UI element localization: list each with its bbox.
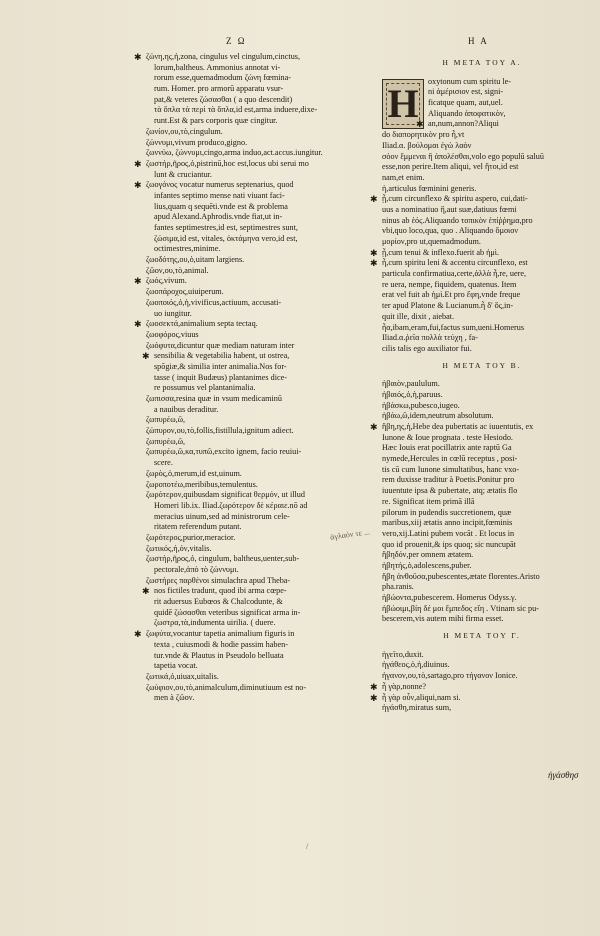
entry-line — [146, 73, 376, 84]
entry-text: ᾗ,cum tenui & inflexo.fuerit ab ἠμὶ. — [382, 247, 500, 257]
entry-text: oxytonum cum spiritu le- — [428, 76, 512, 86]
entry-line — [146, 202, 376, 213]
entry-text: erat vel fuit ab ἠμὶ.Et pro ἔφη,vnde freque — [382, 290, 521, 300]
entry-text: ἥβη,ης,ἡ,Hebe dea pubertatis ac iuuentutis, ex — [382, 422, 534, 432]
entry-text: lunt & cruciantur. — [154, 169, 212, 179]
entry-text: ζωοδότης,ου,ὁ,uitam largiens. — [146, 255, 245, 265]
asterisk-marker-icon: ✱ — [134, 276, 142, 287]
entry-text: ζωπυρέω,ῶ, — [146, 415, 186, 425]
drop-cap-block — [382, 77, 582, 152]
entry-text: meracius uinum,sed ad ministrorum cele- — [154, 511, 290, 521]
entry-line — [382, 290, 582, 301]
entry-line — [382, 443, 582, 454]
entry-text: texta , cuiusmodi & hodie passim haben- — [154, 639, 288, 649]
entry-text: cilis talis ego auxiliator fui. — [382, 343, 472, 353]
entry-text: ζωτικά,ὁ,uiuax,uitalis. — [146, 671, 219, 681]
entry-line — [382, 486, 582, 497]
entry-line — [146, 127, 376, 138]
entry-text: ζωρότερον,quibusdam significat θερμόν, ut illud — [146, 490, 305, 500]
asterisk-marker-icon: ✱ — [142, 586, 150, 597]
entry-text: ἦα,ibam,eram,fui,factus sum,ueni.Homerus — [382, 322, 525, 332]
entry-line — [382, 226, 582, 237]
entry-line — [146, 138, 376, 149]
entry-line — [382, 162, 582, 173]
entry-text: ἠβαιὸν,paululum. — [382, 379, 440, 389]
entry-line — [382, 152, 582, 163]
asterisk-marker-icon: ✱ — [134, 319, 142, 330]
entry-line — [146, 287, 376, 298]
entry-text: ninus ab ἑός.Aliquando τοπικὸν ἐπίῤῥημα,pro — [382, 215, 533, 225]
entry-text: sensibilia & vegetabilia habent, ut ostrea, — [154, 351, 290, 361]
entry-text: Homeri lib.ix. Iliad.ζωρότερον δὲ κέραιε.nō ad — [154, 500, 308, 510]
entry-text: ἠγάσθη,miratus sum, — [382, 703, 452, 713]
entry-text: ἡβάσκω,pubesco,iugeo. — [382, 400, 460, 410]
entry-text: ζωόφυτα,dicuntur quæ mediam naturam inter — [146, 340, 295, 350]
entry-text: quo id prouenit,& ips quoq; sic nuncupāt — [382, 539, 516, 549]
entry-text: ἠγάθεος,ὁ,ἡ,diuinus. — [382, 660, 450, 670]
entry-line — [382, 216, 582, 227]
entry-line — [382, 604, 582, 615]
entry-line — [382, 518, 582, 529]
entry-text: ἡβώοντα,pubescerem. Homerus Odyss.γ. — [382, 593, 517, 603]
entry-text: ἠγανον,ου,τὸ,sartago,pro τήγανον Ionice. — [382, 671, 518, 681]
entry-line — [382, 333, 582, 344]
asterisk-marker-icon: ✱ — [370, 247, 378, 258]
entry-text: Iliad.α.ῥεῖα πολλὰ τεύχη , fa- — [382, 333, 478, 343]
entry-text: μορίον,pro ut,quemadmodum. — [382, 237, 481, 247]
entry-text: ἦ γὰρ,nonne? — [382, 681, 427, 691]
entry-text: apud Alexand.Aphrodis.vnde fiat,ut in- — [154, 212, 283, 222]
entry-text: ζωοποιός,ὁ,ἡ,vivificus,actiuum, accusati- — [146, 297, 282, 307]
entry-text: ζωπυρέω,ῶ, — [146, 436, 186, 446]
entry-text: ζώννυμι,vivum produco,gigno. — [146, 137, 248, 147]
entry-line — [146, 608, 376, 619]
entry-line — [146, 362, 376, 373]
entry-text: vero,xij.Latini pubem vocāt . Et locus in — [382, 528, 515, 538]
entry-text: ζωπισσα,resina quæ in vsum medicaminū — [146, 394, 282, 403]
entry-line — [146, 212, 376, 223]
asterisk-marker-icon: ✱ — [370, 194, 378, 205]
entry-text: esse,non perire.Item aliqui, vel ἤτοι,id est — [382, 162, 519, 172]
entry-text: iuuentute ipsa & pubertate, atq; ætatis flo — [382, 486, 518, 496]
entry-text: ᾗ,cum circunflexo & spiritu aspero, cui,dati- — [382, 194, 528, 204]
entry-line — [146, 84, 376, 95]
entry-line — [146, 437, 376, 448]
entry-line — [146, 373, 376, 384]
entry-line — [134, 52, 376, 63]
entry-line — [382, 401, 582, 412]
asterisk-marker-icon: ✱ — [134, 52, 142, 62]
entry-line — [146, 255, 376, 266]
entry-line — [146, 458, 376, 469]
entry-text: ζωστήρες παρθένοι simulachra apud Theba- — [146, 575, 291, 585]
entry-line — [146, 661, 376, 672]
entry-text: rit aduersus Eubœos & Chalcodunte, & — [154, 597, 283, 607]
entry-text: ζωστήρ,ῆρος,ὁ,pistrinū,hoc est,locus ubi serui mo — [146, 158, 309, 168]
entry-text: pilorum in pudendis succretionem, quæ — [382, 507, 512, 517]
entry-text: ζωτικός,ή,όν,vitalis. — [146, 543, 212, 553]
entry-line — [146, 683, 376, 694]
right-column — [370, 52, 582, 714]
asterisk-marker-icon: ✱ — [134, 158, 142, 169]
entry-text: runt.Est & pars corporis quæ cingitur. — [154, 116, 278, 126]
entry-text: a nauibus deraditur. — [154, 404, 219, 414]
entry-line — [146, 426, 376, 437]
entry-text: maribus,xiij ætatis anno incipit,fœminis — [382, 518, 513, 528]
entry-line — [146, 170, 376, 181]
entry-line — [146, 191, 376, 202]
bottom-margin-mark: / — [306, 842, 309, 851]
entry-text: τὰ ὅπλα τὰ περὶ τὰ ὅπλα,id est,arma induere,dixe- — [154, 105, 318, 115]
entry-text: ritatem referendum putant. — [154, 522, 242, 532]
entry-line — [382, 205, 582, 216]
entry-line — [146, 501, 376, 512]
asterisk-marker-icon: ✱ — [416, 119, 424, 130]
entry-text: tasse ( inquit Budæus) plantanimes dice- — [154, 372, 288, 382]
entry-line — [146, 105, 376, 116]
entry-line — [370, 258, 582, 269]
entry-line — [146, 330, 376, 341]
entry-text: rum. Homer. pro armorū apparatu vsur- — [154, 84, 284, 94]
entry-line — [382, 301, 582, 312]
entry-line — [146, 309, 376, 320]
entry-text: ζώπυρον,ου,τὸ,follis,fistillula,ignitum adiect. — [146, 426, 294, 436]
entry-text: an,num,annon?Aliqui — [428, 119, 499, 129]
section-heading: H META TOY Γ. — [443, 631, 521, 641]
entry-text: men à ζῶον. — [154, 693, 195, 703]
entry-line — [382, 561, 582, 572]
entry-text: nam,et enim. — [382, 172, 425, 182]
entry-line — [382, 344, 582, 355]
entry-text: tis cū cum Iunone simultatibus, hanc vxo- — [382, 464, 520, 474]
entry-text: ζώνη,ης,ἡ,zona, cingulus vel cingulum,cinctus, — [146, 52, 301, 61]
entry-text: tur.vnde & Plautus in Pseudolo belluata — [154, 650, 284, 660]
entry-text: Iunone & Ioue prognata . teste Hesiodo. — [382, 432, 513, 442]
entry-line — [146, 544, 376, 555]
entry-line — [146, 576, 376, 587]
entry-text: ζωογόνος vocatur numerus septenarius, quod — [146, 180, 294, 190]
entry-text: particula confirmatiua,certe,ἀλλὰ ἦ,re, uere, — [382, 269, 526, 279]
entry-line — [146, 234, 376, 245]
entry-line — [382, 184, 582, 195]
asterisk-marker-icon: ✱ — [142, 351, 150, 362]
entry-text: rem duxisse traditur à Poetis.Ponitur pro — [382, 475, 515, 485]
entry-line — [382, 454, 582, 465]
entry-text: ἠβώοιμι,βίη δέ μοι ἔμπεδος εἴη . Vtinam sic pu- — [382, 603, 539, 613]
entry-line — [382, 379, 582, 390]
entry-text: ζωστήρ,ῆρος,ὁ, cingulum, baltheus,uenter,sub- — [146, 554, 300, 564]
entry-line — [146, 223, 376, 234]
section-heading: H META TOY B. — [442, 360, 522, 370]
entry-line — [382, 593, 582, 604]
entry-line — [134, 180, 376, 191]
entry-text: ἡβητής,ὁ,adolescens,puber. — [382, 560, 472, 570]
entry-line — [382, 475, 582, 486]
left-column — [134, 52, 376, 704]
entry-text: ἥβηδόν,per omnem ætatem. — [382, 550, 474, 560]
entry-line — [146, 383, 376, 394]
entry-text: re possumus vel plantanimalia. — [154, 383, 256, 393]
entry-line — [382, 312, 582, 323]
entry-line — [382, 141, 582, 152]
entry-line — [370, 681, 582, 693]
entry-line — [142, 351, 376, 362]
asterisk-marker-icon: ✱ — [370, 258, 378, 269]
entry-text: ἡγεῖτο,duxit. — [382, 649, 424, 659]
entry-line — [146, 469, 376, 480]
entry-text: ζωοφόρος,viuus — [146, 329, 199, 339]
entry-line — [146, 95, 376, 106]
entry-text: pat,& veteres ζώσασθαι ( a quo descendit) — [154, 94, 293, 104]
entry-text: ficatque quam, aut,uel. — [428, 98, 503, 108]
entry-line — [146, 490, 376, 501]
entry-text: lorum,baltheus. Ammonius annotat vi- — [154, 62, 281, 72]
entry-text: octimestres,minime. — [154, 244, 221, 254]
entry-text: ζωός,vivum. — [146, 276, 187, 286]
entry-line — [382, 130, 582, 141]
entry-text: ζωρὸς,ὁ,merum,id est,uinum. — [146, 468, 242, 478]
entry-text: pha.ranis. — [382, 582, 414, 592]
entry-line — [382, 671, 582, 682]
entry-line — [382, 280, 582, 291]
entry-text: nos fictiles tradunt, quod ibi arma cœpe- — [154, 586, 287, 596]
entry-line — [134, 158, 376, 170]
entry-line — [146, 341, 376, 352]
entry-line — [146, 618, 376, 629]
entry-text: ζωρότερος,purior,meracior. — [146, 532, 236, 542]
entry-line — [382, 540, 582, 551]
running-head-right: H A — [468, 36, 489, 46]
entry-line — [146, 554, 376, 565]
entry-line — [370, 422, 582, 433]
entry-text: uus a nominatiuo ἣ,aut suæ,datiuus fœmi — [382, 204, 517, 214]
entry-text: ter apud Platone & Lucianum.ἦ δ' ὅς,in- — [382, 301, 514, 311]
entry-line — [146, 651, 376, 662]
entry-text: vbi,quo loco,qua, quo . Aliquando ὅμοιον — [382, 226, 519, 236]
entry-line — [134, 319, 376, 330]
entry-text: scere. — [154, 458, 173, 468]
entry-text: ἡβάω,ῶ,idem,neutrum absolutum. — [382, 411, 494, 421]
entry-line — [146, 512, 376, 523]
entry-line — [370, 194, 582, 205]
asterisk-marker-icon: ✱ — [370, 681, 378, 692]
entry-line — [382, 582, 582, 593]
entry-line — [382, 269, 582, 280]
entry-text: ni ἀμέρισιον est, signi- — [428, 87, 504, 97]
entry-line — [382, 497, 582, 508]
entry-text: ζωφύτα,vocantur tapetia animalium figuris in — [146, 629, 295, 639]
entry-text: do διαπορητικὸν pro ἦ,vt — [382, 130, 465, 140]
entry-line — [382, 237, 582, 248]
section-heading: H META TOY A. — [442, 58, 522, 67]
entry-text: quidē ζώσασθαι veteribus significat arma in- — [154, 607, 301, 617]
entry-text: uo iungitur. — [154, 308, 192, 318]
entry-line — [146, 565, 376, 576]
entry-line — [382, 660, 582, 671]
entry-line — [146, 693, 376, 704]
entry-text: ζωννύω, ζώννυμι,cingo,arma induo,act.accus.iungitur. — [146, 148, 323, 158]
initial-letter: H — [387, 80, 419, 126]
entry-line — [134, 276, 376, 287]
entry-text: ζῶον,ου,τὸ,animal. — [146, 265, 209, 275]
entry-line — [146, 63, 376, 74]
entry-text: fantes septimestres,id est, septimestres sunt, — [154, 223, 298, 232]
entry-text: ζωπυρέω,ῶ,κα,τυπῶ,excito ignem, facio reuiui- — [146, 447, 302, 457]
entry-text: ἡ,articulus fœminini generis. — [382, 183, 477, 193]
entry-text: quit ille, dixit , aiebat. — [382, 311, 455, 321]
asterisk-marker-icon: ✱ — [370, 422, 378, 433]
entry-line — [382, 433, 582, 444]
entry-line — [382, 572, 582, 583]
entry-line — [382, 323, 582, 334]
entry-text: ζώσιμα,id est, vitales, ὀκτάμηνα vero,id est, — [154, 233, 298, 243]
entry-line — [146, 672, 376, 683]
entry-line — [370, 692, 582, 704]
catchword: ἠγάσθησ — [548, 770, 579, 780]
entry-line — [146, 405, 376, 416]
entry-text: ζωοπάροχος,uiuiperum. — [146, 287, 224, 297]
entry-text: Aliquando ἀποφατικὸν, — [428, 108, 506, 118]
entry-line — [382, 411, 582, 422]
entry-text: ἦ,cum spiritu leni & accentu circunflexo, est — [382, 258, 528, 268]
entry-line — [142, 586, 376, 597]
entry-text: tapetia vocat. — [154, 661, 198, 671]
entry-text: ζωνίον,ου,τὸ,cingulum. — [146, 126, 223, 136]
entry-line — [146, 480, 376, 491]
entry-text: re uera, nempe, fiquidem, quatenus. Item — [382, 279, 517, 289]
entry-text: re. Significat item primā illā — [382, 496, 475, 506]
entry-line — [146, 298, 376, 309]
entry-text: ἦ γὰρ οὖν,aliqui,nam si. — [382, 692, 461, 702]
entry-text: pectorale,ἀπὸ τὸ ζώννυμι. — [154, 565, 239, 574]
entry-text: ζωύφιον,ου,τὸ,animalculum,diminutiuum est no- — [146, 682, 307, 692]
entry-text: infantes septimo mense nati viuant faci- — [154, 190, 285, 200]
entry-line — [382, 550, 582, 561]
entry-text: bescerem,vis autem mihi firma esset. — [382, 614, 504, 624]
entry-line — [382, 614, 582, 625]
asterisk-marker-icon: ✱ — [134, 629, 142, 640]
entry-text: spōgiæ,& similia inter animalia.Nos for- — [154, 361, 287, 371]
entry-line — [146, 148, 376, 159]
entry-line — [382, 650, 582, 661]
entry-line — [382, 465, 582, 476]
entry-line — [146, 244, 376, 255]
entry-text: ἥβη ἀνθοῦσα,pubescentes,ætate florentes.Aristo — [382, 571, 540, 581]
entry-line — [382, 529, 582, 540]
entry-text: ἠβαιός,ὁ,ἡ,paruus. — [382, 389, 443, 399]
asterisk-marker-icon: ✱ — [134, 180, 142, 191]
running-head-left: Z Ω — [226, 36, 247, 46]
entry-line — [146, 597, 376, 608]
entry-text: lius,quam q sequēti.vnde est & problema — [154, 201, 288, 211]
entry-line — [146, 415, 376, 426]
entry-line — [382, 173, 582, 184]
entry-line — [382, 508, 582, 519]
entry-text: nymede,Hercules in cœlū receptus , posi- — [382, 454, 518, 464]
entry-line — [370, 247, 582, 259]
entry-text: Hæc Iouis erat pocillatrix ante raptū Ga — [382, 443, 512, 453]
entry-text: rorum esse,quemadmodum ζώνη fœmina- — [154, 73, 291, 83]
entry-line — [146, 447, 376, 458]
entry-text: ζωοσεκτά,animalium septa tectaq. — [146, 319, 258, 329]
entry-line — [146, 394, 376, 405]
entry-text: ζωροποτέω,meribibus,temulentus. — [146, 479, 258, 489]
gutter-handwritten-note: ἀγλαόν τε ... — [329, 527, 371, 542]
entry-line — [146, 116, 376, 127]
entry-line — [382, 390, 582, 401]
entry-line — [146, 640, 376, 651]
entry-text: σόον ἔμμεναι ἢ ἀπολέσθαι,volo ego populū saluū — [382, 151, 544, 161]
entry-line — [382, 703, 582, 714]
asterisk-marker-icon: ✱ — [370, 692, 378, 703]
entry-text: Iliad.α. βούλομαι ἐγὼ λαὸν — [382, 140, 472, 150]
entry-line — [134, 629, 376, 640]
entry-text: ζωστρα,τὰ,indumenta uirilia. ( duere. — [154, 618, 276, 628]
entry-line — [146, 266, 376, 277]
